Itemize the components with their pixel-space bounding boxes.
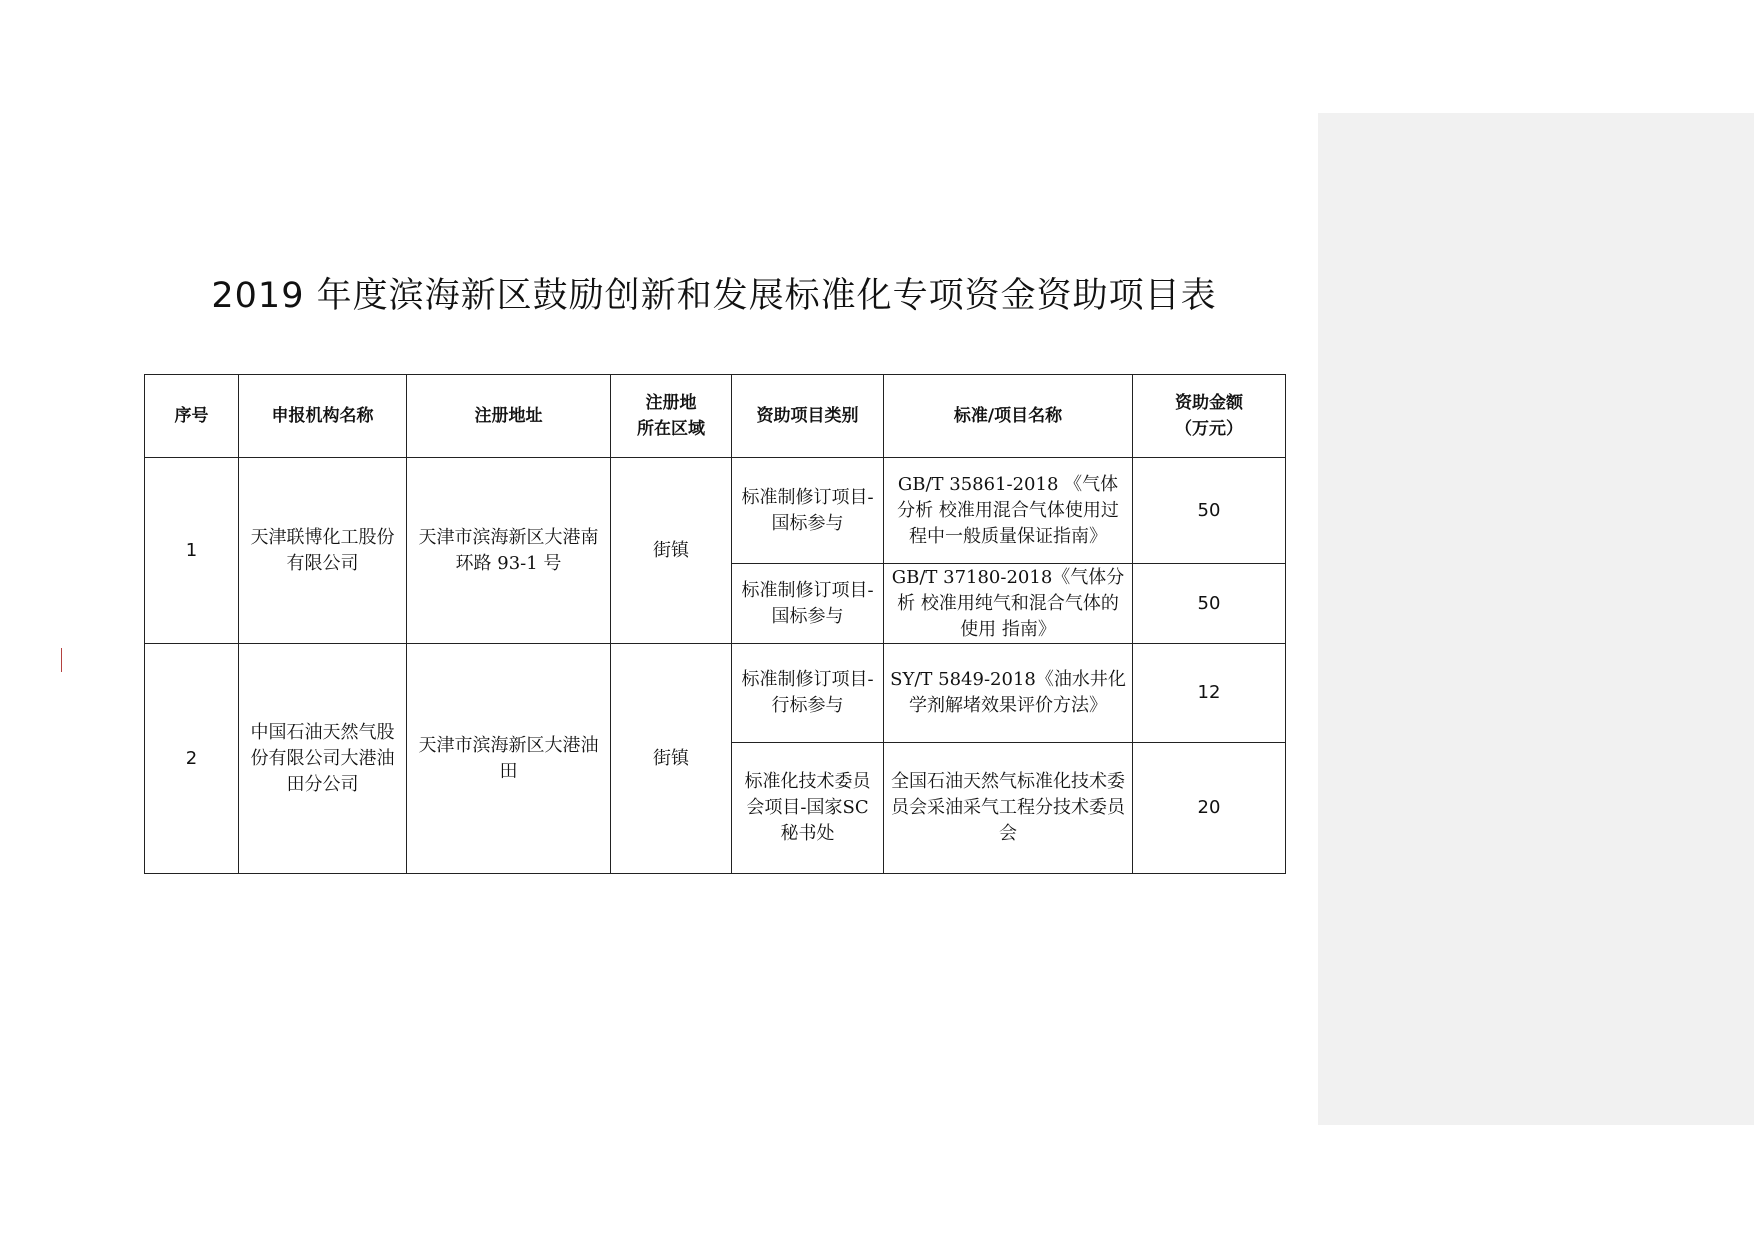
row-address: 天津市滨海新区大港南环路 93-1 号: [407, 458, 611, 644]
table-header-row: [145, 375, 1286, 458]
row-amount: 50: [1133, 458, 1286, 564]
header-amount: [1133, 375, 1286, 458]
row-seq: 1: [145, 458, 239, 644]
row-address: 天津市滨海新区大港油田: [407, 644, 611, 874]
header-org: 申报机构名称: [239, 375, 407, 458]
row-region: 街镇: [611, 458, 732, 644]
header-address: 注册地址: [407, 375, 611, 458]
row-amount: 20: [1133, 743, 1286, 874]
row-org: 中国石油天然气股份有限公司大港油田分公司: [239, 644, 407, 874]
row-category: 标准制修订项目-国标参与: [732, 458, 884, 564]
row-project: SY/T 5849-2018《油水井化学剂解堵效果评价方法》: [884, 644, 1133, 743]
header-region: [611, 375, 732, 458]
row-project: 全国石油天然气标准化技术委员会采油采气工程分技术委员会: [884, 743, 1133, 874]
header-project: 标准/项目名称: [884, 375, 1133, 458]
header-region-line1: 注册地: [645, 393, 697, 413]
row-category: 标准制修订项目-国标参与: [732, 564, 884, 644]
row-project: GB/T 37180-2018《气体分析 校准用纯气和混合气体的使用 指南》: [884, 564, 1133, 644]
table-row: [145, 458, 1286, 564]
comment-pane: [1318, 113, 1754, 1125]
row-org: 天津联博化工股份有限公司: [239, 458, 407, 644]
row-region: 街镇: [611, 644, 732, 874]
row-seq: 2: [145, 644, 239, 874]
table-row: [145, 644, 1286, 743]
row-project: GB/T 35861-2018 《气体分析 校准用混合气体使用过程中一般质量保证指南》: [884, 458, 1133, 564]
header-amount-line2: （万元）: [1175, 419, 1243, 439]
header-region-line2: 所在区域: [637, 419, 705, 439]
funding-table: [144, 374, 1286, 874]
header-category: 资助项目类别: [732, 375, 884, 458]
revision-change-bar: [61, 648, 62, 672]
header-seq: 序号: [145, 375, 239, 458]
row-amount: 50: [1133, 564, 1286, 644]
row-category: 标准化技术委员会项目-国家SC秘书处: [732, 743, 884, 874]
header-amount-line1: 资助金额: [1175, 393, 1243, 413]
row-category: 标准制修订项目-行标参与: [732, 644, 884, 743]
page-title: 2019 年度滨海新区鼓励创新和发展标准化专项资金资助项目表: [211, 276, 1217, 316]
row-amount: 12: [1133, 644, 1286, 743]
